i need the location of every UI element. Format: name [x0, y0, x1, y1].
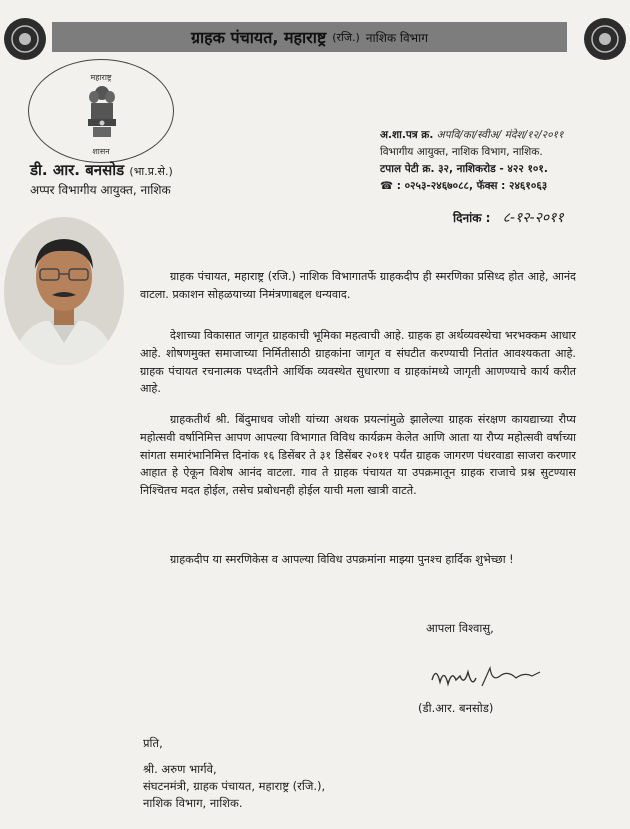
recipient-block — [143, 761, 325, 812]
registered-tag: (रजि.) — [332, 30, 360, 44]
office-contact: ☎ : ०२५३-२४६७०८८, फॅक्स : २४६१०६३ — [380, 180, 548, 192]
body-paragraph-3: ग्राहकतीर्थ श्री. बिंदुमाधव जोशी यांच्या अथक प्रयत्नांमुळे झालेल्या ग्राहक संरक्षण कायद्याच्या रौप्य महोत्सवी वर्षानिमित्त आपण आपल्या विभागात विविध कार्यक्रम केलेत आणि आता या रौप्य महोत्सवी वर्षाच्या सांगता समारंभानिमित्त दिनांक १६ डिसेंबर ते ३१ डिसेंबर २०११ पर्यंत ग्राहक जागरण पंधरवाडा साजरा करणार आहात हे ऐकून विशेष आनंद वाटला. गाव ते ग्राहक पंचायत या उपक्रमातून ग्राहक राजाचे प्रश्न सुटण्यास निश्चितच मदत होईल, तसेच प्रबोधनही होईल याची मला खात्री वाटते. — [140, 413, 576, 498]
org-banner — [52, 22, 567, 52]
emblem-state-text: महाराष्ट्र — [90, 73, 112, 82]
date-value: ८-१२-२०११ — [502, 210, 564, 226]
date-label: दिनांक : — [453, 211, 491, 225]
government-emblem — [28, 59, 174, 163]
org-name: ग्राहक पंचायत, महाराष्ट्र — [191, 28, 327, 47]
sender-name-line — [30, 160, 173, 180]
recipient-name: श्री. अरुण भार्गवे, — [143, 762, 217, 776]
to-label: प्रति, — [143, 736, 163, 750]
sender-title: अप्पर विभागीय आयुक्त, नाशिक — [30, 183, 171, 197]
lion-capital-icon — [85, 83, 119, 143]
division-name: नाशिक विभाग — [365, 30, 428, 45]
body-paragraph-1: ग्राहक पंचायत, महाराष्ट्र (रजि.) नाशिक विभागातर्फे ग्राहकदीप ही स्मरणिका प्रसिध्द होत आहे, आनंद वाटला. प्रकाशन सोहळयाच्या निमंत्रणाबद्दल धन्यवाद. — [140, 270, 576, 301]
emblem-government-text: शासन — [92, 147, 110, 156]
sender-name: डी. आर. बनसोड — [30, 161, 125, 179]
body-paragraph-2: देशाच्या विकासात जागृत ग्राहकाची भूमिका महत्वाची आहे. ग्राहक हा अर्थव्यवस्थेचा भरभक्कम आधार आहे. शोषणमुक्त समाजाच्या निर्मितीसाठी ग्राहकांना जागृत व संघटीत करण्याची नितांत आवश्यकता आहे. ग्राहक पंचायत रचनात्मक पध्दतीने आर्थिक व्यवस्थेत सुधारणा व ग्राहकांमध्ये जागृती आणण्याचे कार्य करीत आहे. — [140, 329, 576, 396]
sender-photo — [4, 217, 124, 365]
signature-name: (डी.आर. बनसोड) — [418, 701, 494, 715]
closing-salutation: आपला विश्वासु, — [426, 621, 494, 635]
reference-line — [380, 127, 620, 144]
reference-number: अपवि/का/स्वीअ/ मंदेश/१२/२०११ — [436, 129, 564, 141]
reference-label: अ.शा.पत्र क्र. — [380, 129, 434, 141]
date-row — [453, 208, 564, 227]
office-line-2: टपाल पेटी क्र. ३२, नाशिकरोड - ४२२ १०१. — [380, 163, 548, 175]
office-line-1: विभागीय आयुक्त, नाशिक विभाग, नाशिक. — [380, 146, 543, 158]
signature-icon — [428, 658, 548, 698]
org-seal-icon — [4, 18, 46, 60]
recipient-designation: संघटनमंत्री, ग्राहक पंचायत, महाराष्ट्र (रजि.), — [143, 779, 326, 793]
office-address-block — [380, 127, 620, 195]
sender-qualification: (भा.प्र.से.) — [129, 165, 173, 178]
org-seal-icon — [584, 18, 626, 60]
body-paragraph-4: ग्राहकदीप या स्मरणिकेस व आपल्या विविध उपक्रमांना माझ्या पुनश्च हार्दिक शुभेच्छा ! — [170, 553, 514, 566]
recipient-location: नाशिक विभाग, नाशिक. — [143, 796, 243, 810]
